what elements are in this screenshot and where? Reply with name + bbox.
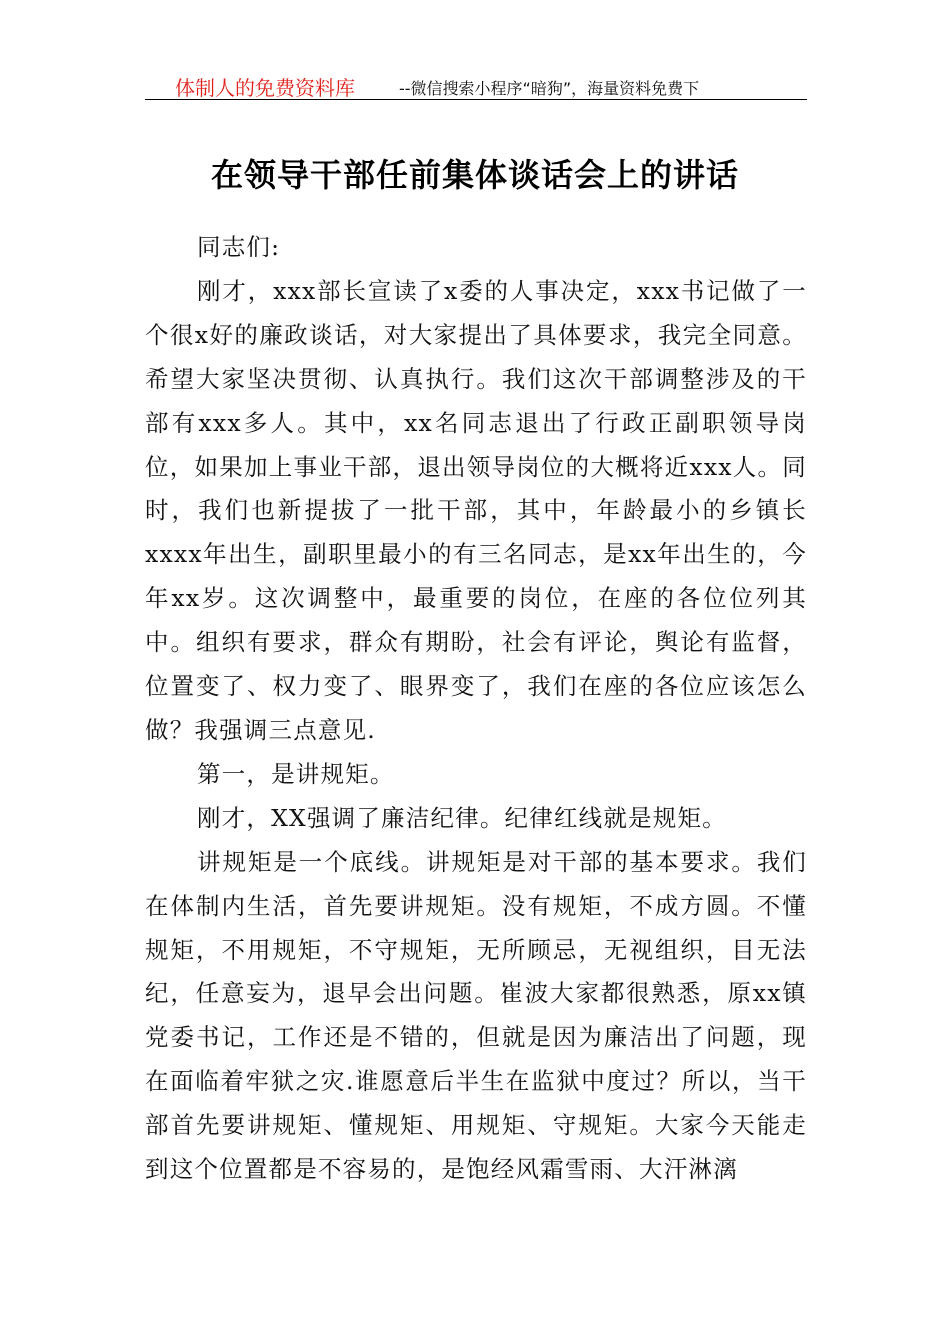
paragraph-discipline: 刚才，XX强调了廉洁纪律。纪律红线就是规矩。: [197, 803, 727, 832]
document-body: [145, 226, 807, 1192]
header-tagline: --微信搜索小程序“暗狗”，海量资料免费下: [399, 79, 700, 98]
document-title: 在领导干部任前集体谈话会上的讲话: [210, 156, 739, 194]
header-brand: 体制人的免费资料库: [175, 76, 355, 100]
page-header: [145, 64, 807, 100]
paragraph-salutation: 同志们:: [197, 233, 281, 261]
paragraph-intro: 刚才，xxx部长宣读了x委的人事决定，xxx书记做了一个很x好的廉政谈话，对大家提出了具体要求，我完全同意。希望大家坚决贯彻、认真执行。我们这次干部调整涉及的干部有xxx多人。其中，xx名同志退出了行政正副职领导岗位，如果加上事业干部，退出领导岗位的大概将近xxx人。同时，我们也新提拔了一批干部，其中，年龄最小的乡镇长xxxx年出生，副职里最小的有三名同志，是xx年出生的，今年xx岁。这次调整中，最重要的岗位，在座的各位位列其中。组织有要求，群众有期盼，社会有评论，舆论有监督，位置变了、权力变了、眼界变了，我们在座的各位应该怎么做？我强调三点意见.: [145, 276, 807, 744]
paragraph-point-one-heading: 第一，是讲规矩。: [197, 759, 395, 788]
paragraph-rules: 讲规矩是一个底线。讲规矩是对干部的基本要求。我们在体制内生活，首先要讲规矩。没有规矩，不成方圆。不懂规矩，不用规矩，不守规矩，无所顾忌，无视组织，目无法纪，任意妄为，退早会出问题。崔波大家都很熟悉，原xx镇党委书记，工作还是不错的，但就是因为廉洁出了问题，现在面临着牢狱之灾.谁愿意后半生在监狱中度过？所以，当干部首先要讲规矩、懂规矩、用规矩、守规矩。大家今天能走到这个位置都是不容易的，是饱经风霜雪雨、大汗淋漓: [145, 847, 807, 1184]
